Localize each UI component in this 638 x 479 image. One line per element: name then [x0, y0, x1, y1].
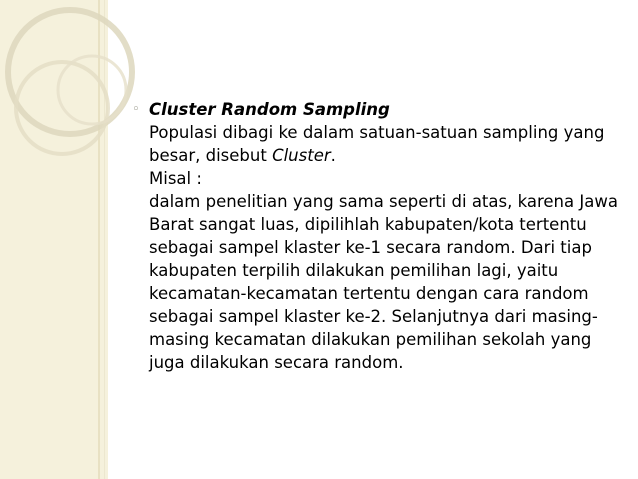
bullet-ring-icon: ◦ [132, 102, 140, 117]
definition-term: Cluster [272, 146, 331, 165]
decorative-circles-ornament [0, 0, 140, 200]
example-label: Misal : [149, 169, 202, 188]
definition-text [149, 121, 622, 167]
slide-content [132, 98, 622, 374]
bullet-item [132, 98, 622, 374]
definition-text-after: . [330, 146, 336, 165]
example-text: dalam penelitian yang sama seperti di atas, karena Jawa Barat sangat luas, dipilihlah kabupaten/kota tertentu sebagai sampel klaster ke-1 secara random. Dari tiap kabupaten terpilih dilakukan pemilihan lagi, yaitu kecamatan-kecamatan tertentu dengan cara random sebagai sampel klaster ke-2. Selanjutnya dari masing-masing kecamatan dilakukan pemilihan sekolah yang juga dilakukan secara random. [149, 192, 618, 372]
bullet-heading: Cluster Random Sampling [149, 100, 390, 119]
definition-text-before: Populasi dibagi ke dalam satuan-satuan sampling yang besar, disebut [149, 123, 605, 165]
